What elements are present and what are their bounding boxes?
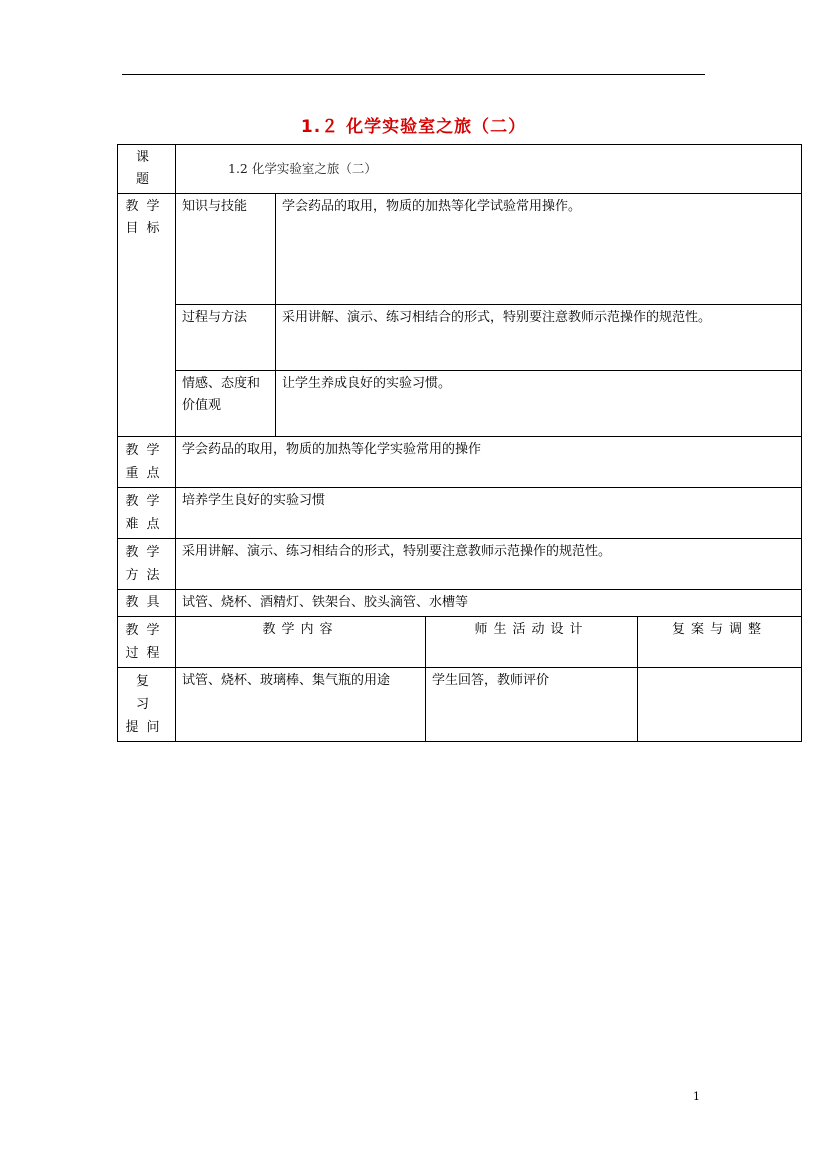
review-content: 试管、烧杯、玻璃棒、集气瓶的用途 [176, 668, 426, 742]
page-number: 1 [693, 1090, 700, 1103]
goal-text-process: 采用讲解、演示、练习相结合的形式，特别要注意教师示范操作的规范性。 [276, 305, 802, 371]
difficulty-label: 教学 难点 [118, 488, 176, 539]
method-row [118, 539, 802, 590]
goal-label-attitude: 情感、态度和 价值观 [176, 371, 276, 437]
key-point-text: 学会药品的取用，物质的加热等化学实验常用的操作 [176, 437, 802, 488]
goal-text-knowledge: 学会药品的取用，物质的加热等化学试验常用操作。 [276, 194, 802, 305]
difficulty-row [118, 488, 802, 539]
process-header-row [118, 617, 802, 668]
method-label: 教学 方法 [118, 539, 176, 590]
goals-label: 教学 目标 [118, 194, 176, 437]
process-label: 教学 过程 [118, 617, 176, 668]
lesson-plan-table [117, 144, 802, 742]
col-header-content: 教学内容 [176, 617, 426, 668]
review-adjustment [638, 668, 802, 742]
col-header-adjustment: 复案与调整 [638, 617, 802, 668]
header-rule [122, 74, 705, 75]
review-row [118, 668, 802, 742]
goal-label-knowledge: 知识与技能 [176, 194, 276, 305]
topic-row [118, 145, 802, 194]
key-point-label: 教学 重点 [118, 437, 176, 488]
method-text: 采用讲解、演示、练习相结合的形式，特别要注意教师示范操作的规范性。 [176, 539, 802, 590]
topic-label: 课 题 [118, 145, 176, 194]
goal-row-knowledge [118, 194, 802, 305]
goal-text-attitude: 让学生养成良好的实验习惯。 [276, 371, 802, 437]
col-header-activity: 师生活动设计 [426, 617, 638, 668]
goal-row-attitude [118, 371, 802, 437]
goal-row-process [118, 305, 802, 371]
topic-value: 1.2 化学实验室之旅（二） [228, 160, 377, 176]
review-label: 复 习 提问 [118, 668, 176, 742]
key-point-row [118, 437, 802, 488]
tools-text: 试管、烧杯、酒精灯、铁架台、胶头滴管、水槽等 [176, 590, 802, 617]
tools-label: 教具 [118, 590, 176, 617]
review-activity: 学生回答，教师评价 [426, 668, 638, 742]
topic-value-cell [176, 145, 802, 194]
tools-row [118, 590, 802, 617]
difficulty-text: 培养学生良好的实验习惯 [176, 488, 802, 539]
document-title: 1.２ 化学实验室之旅（二） [300, 117, 527, 137]
goal-label-process: 过程与方法 [176, 305, 276, 371]
